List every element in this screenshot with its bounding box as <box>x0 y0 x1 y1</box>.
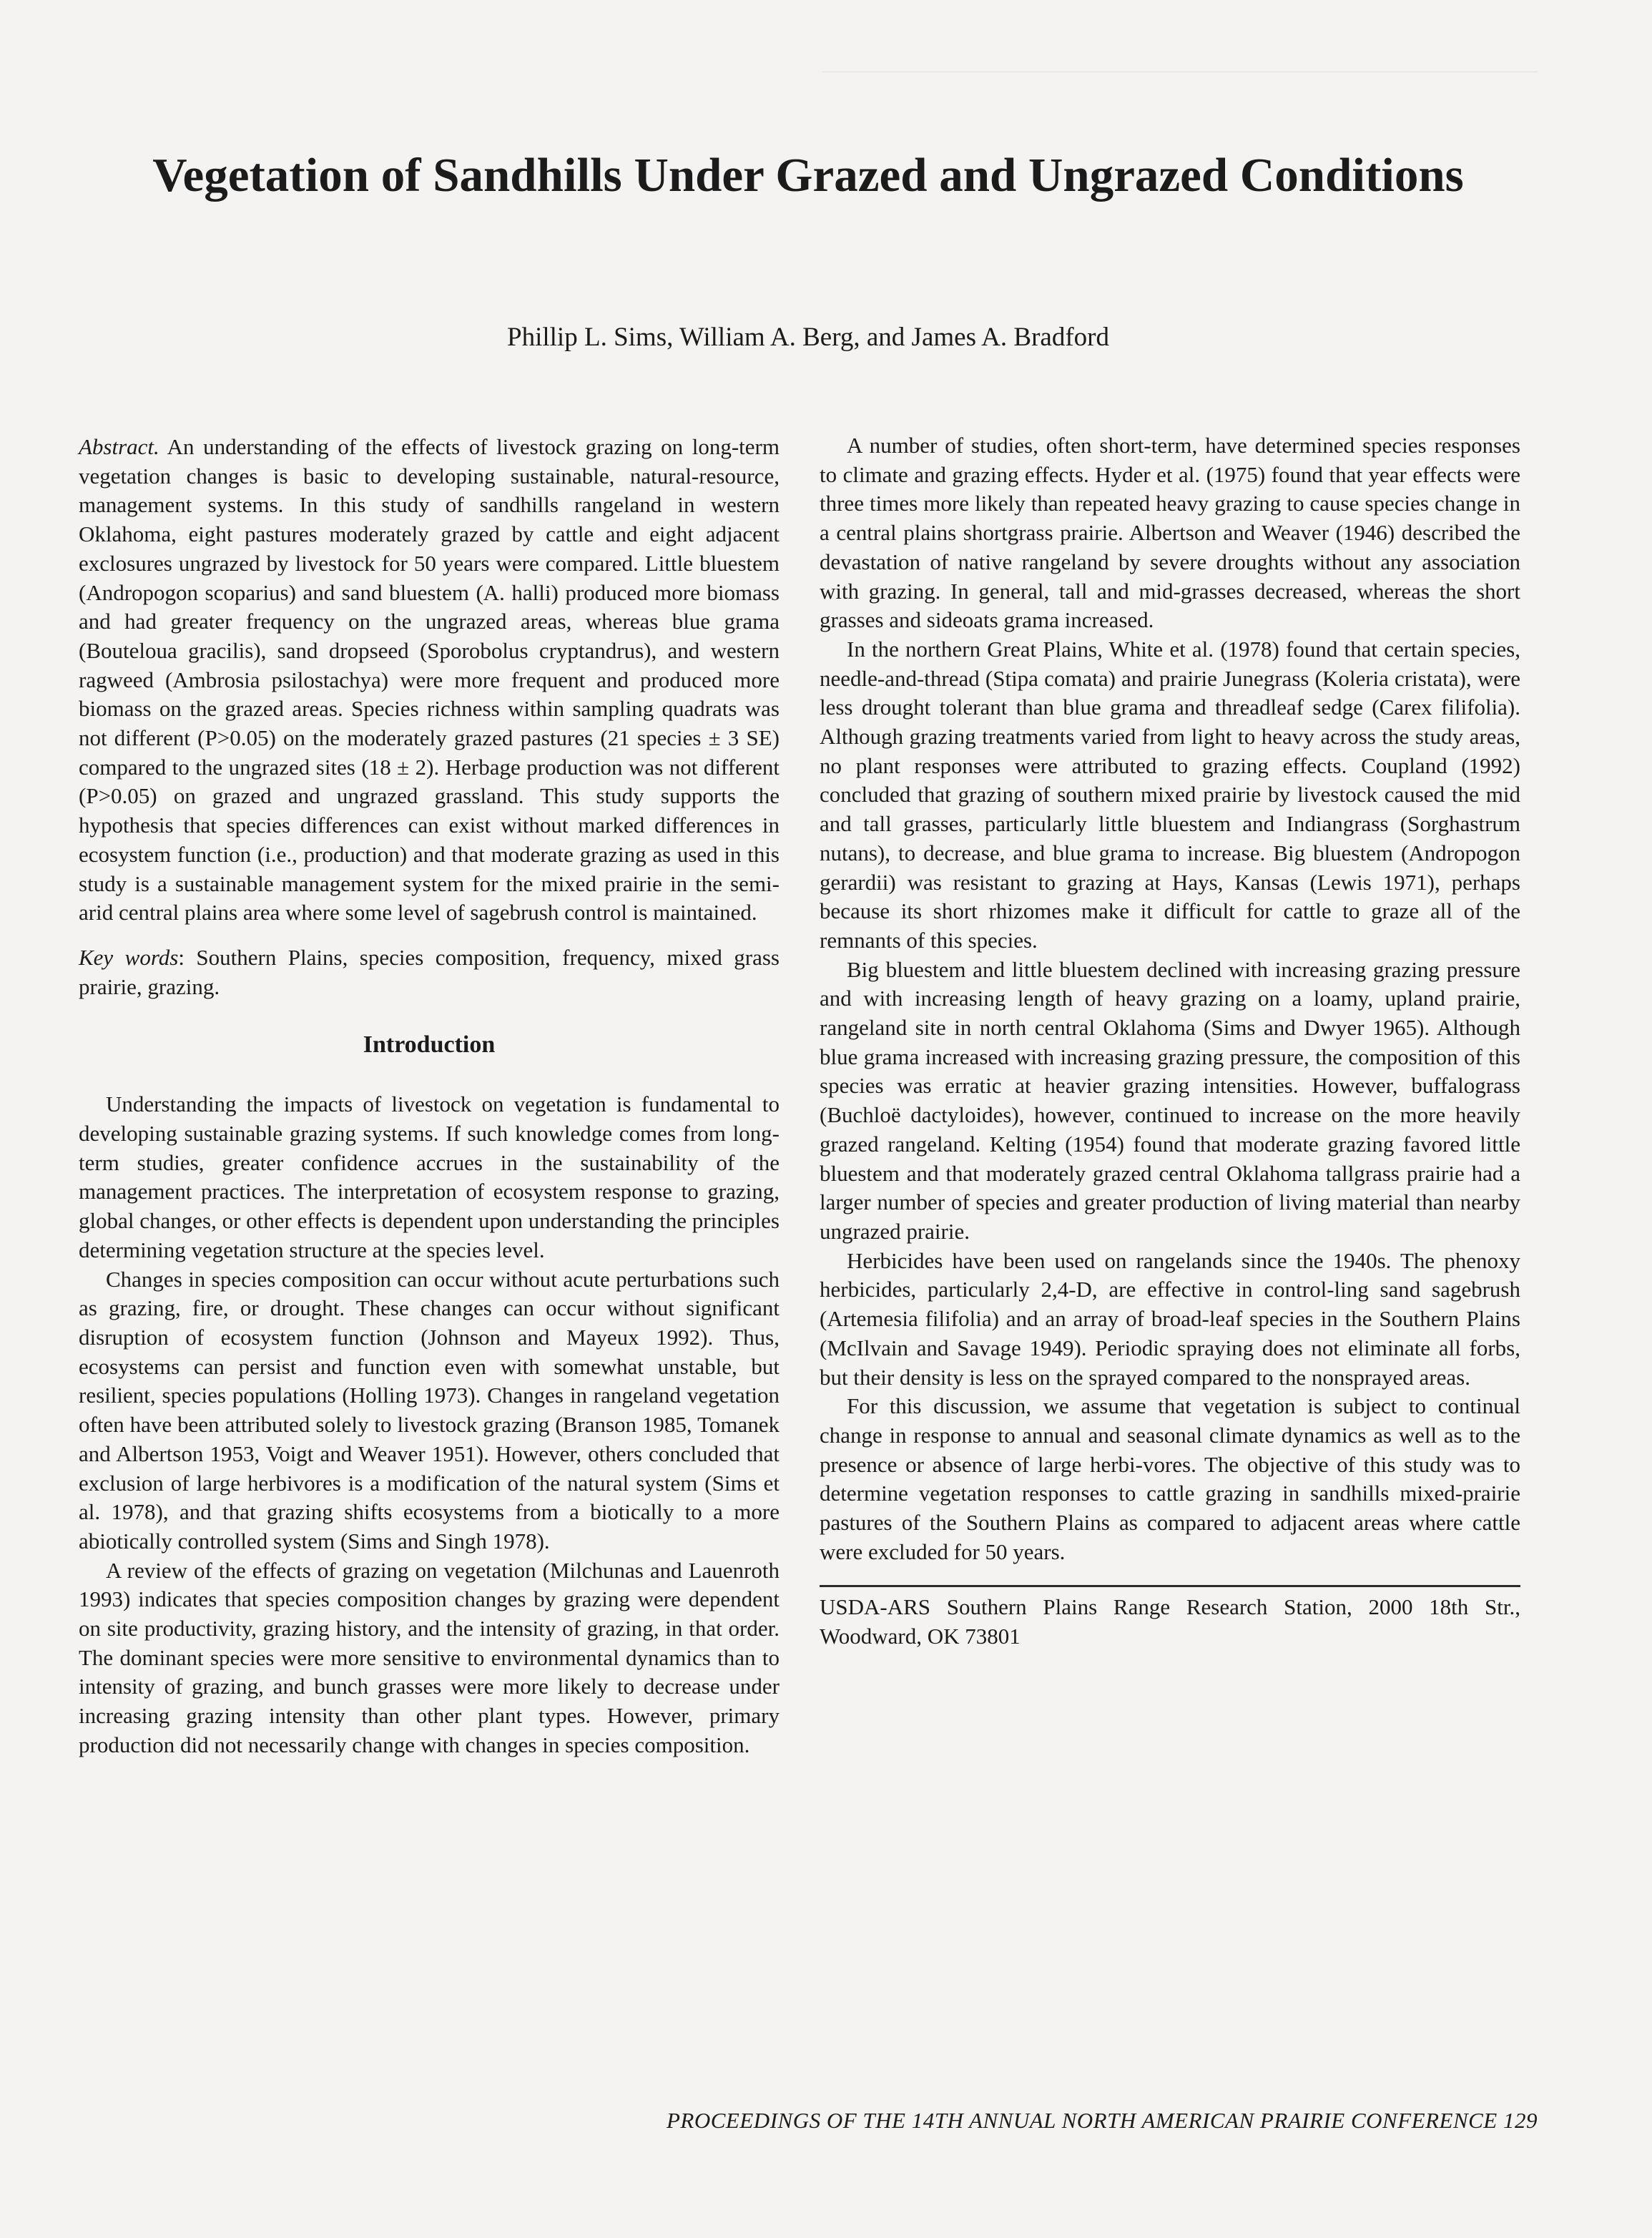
abstract <box>79 433 780 928</box>
keywords-label: Key words <box>79 944 179 970</box>
paper-title: Vegetation of Sandhills Under Grazed and Ungrazed Conditions <box>152 149 1464 202</box>
footnote-rule <box>820 1585 1520 1587</box>
intro-paragraph-5: In the northern Great Plains, White et al. (1978) found that certain species, needle-and-thread (Stipa comata) and prairie Junegrass (Koleria cristata), were less drought tolerant than blue grama and threadleaf sedge (Carex filifolia). Although grazing treatments varied from light to heavy across the study areas, no plant responses were attributed to grazing effects. Coupland (1992) concluded that grazing of southern mixed prairie by livestock caused the mid and tall grasses, particularly little bluestem and Indiangrass (Sorghastrum nutans), to decrease, and blue grama to increase. Big bluestem (Andropogon gerardii) was resistant to grazing at Hays, Kansas (Lewis 1971), perhaps because its short rhizomes make it difficult for cattle to graze all of the remnants of this species. <box>820 636 1520 953</box>
intro-paragraph-8: For this discussion, we assume that vegetation is subject to continual change in response to annual and seasonal climate dynamics as well as to the presence or absence of large herbi-vores. The objective of this study was to determine vegetation responses to cattle grazing in sandhills mixed-prairie pastures of the Southern Plains as compared to adjacent areas where cattle were excluded for 50 years. <box>820 1393 1520 1564</box>
right-column <box>820 431 1520 1651</box>
intro-paragraph-2: Changes in species composition can occur without acute perturbations such as grazing, fire, or drought. These changes can occur without significant disruption of ecosystem function (Johnson and Mayeux 1992). Thus, ecosystems can persist and function even with somewhat unstable, but resilient, species populations (Holling 1973). Changes in rangeland vegetation often have been attributed solely to livestock grazing (Branson 1985, Tomanek and Albertson 1953, Voigt and Weaver 1951). However, others concluded that exclusion of large herbivores is a modification of the natural system (Sims et al. 1978), and that grazing shifts ecosystems from a biotically to a more abiotically controlled system (Sims and Singh 1978). <box>79 1266 780 1554</box>
intro-paragraph-6: Big bluestem and little bluestem declined with increasing grazing pressure and with increasing length of heavy grazing on a loamy, upland prairie, rangeland site in north central Oklahoma (Sims and Dwyer 1965). Although blue grama increased with increasing grazing pressure, the composition of this species was erratic at heavier grazing intensities. However, buffalograss (Buchloë dactyloides), however, continued to increase on the more heavily grazed rangeland. Kelting (1954) found that moderate grazing favored little bluestem and that moderately grazed central Oklahoma tallgrass prairie had a larger number of species and greater production of living material than nearby ungrazed prairie. <box>820 956 1520 1244</box>
authors: Phillip L. Sims, William A. Berg, and James A. Bradford <box>507 323 1109 352</box>
affiliation: USDA-ARS Southern Plains Range Research Station, 2000 18th Str., Woodward, OK 73801 <box>820 1594 1520 1649</box>
abstract-label: Abstract. <box>79 434 159 459</box>
intro-paragraph-3: A review of the effects of grazing on vegetation (Milchunas and Lauenroth 1993) indicates that species composition changes by grazing were dependent on site productivity, grazing history, and the intensity of grazing, in that order. The dominant species were more sensitive to environmental dynamics than to intensity of grazing, and bunch grasses were more likely to decrease under increasing grazing intensity than other plant types. However, primary production did not necessarily change with changes in species composition. <box>79 1557 780 1757</box>
abstract-text: An understanding of the effects of livestock grazing on long-term vegetation changes is basic to developing sustainable, natural-resource, management systems. In this study of sandhills rangeland in western Oklahoma, eight pastures moderately grazed by cattle and eight adjacent exclosures ungrazed by livestock for 50 years were compared. Little bluestem (Andropogon scoparius) and sand bluestem (A. halli) produced more biomass and had greater frequency on the ungrazed areas, whereas blue grama (Bouteloua gracilis), sand dropseed (Sporobolus cryptandrus), and western ragweed (Ambrosia psilostachya) were more frequent and produced more biomass on the grazed areas. Species richness within sampling quadrats was not different (P>0.05) on the moderately grazed pastures (21 species ± 3 SE) compared to the ungrazed sites (18 ± 2). Herbage production was not different (P>0.05) on grazed and ungrazed grassland. This study supports the hypothesis that species differences can exist without marked differences in ecosystem function (i.e., production) and that moderate grazing as used in this study is a sustainable management system for the mixed prairie in the semi-arid central plains area where some level of sagebrush control is maintained. <box>79 434 780 926</box>
keywords: Key words: Southern Plains, species composition, frequency, mixed grass prairie, grazing. <box>79 944 780 999</box>
keywords-text: Southern Plains, species composition, frequency, mixed grass prairie, grazing. <box>79 944 780 999</box>
intro-paragraph-1: Understanding the impacts of livestock on vegetation is fundamental to developing sustainable grazing systems. If such knowledge comes from long-term studies, greater confidence accrues in the sustainability of the management practices. The interpretation of ecosystem response to grazing, global changes, or other effects is dependent upon understanding the principles determining vegetation structure at the species level. <box>79 1091 780 1262</box>
intro-paragraph-4: A number of studies, often short-term, have determined species responses to climate and grazing effects. Hyder et al. (1975) found that year effects were three times more likely than repeated heavy grazing to cause species change in a central plains shortgrass prairie. Albertson and Weaver (1946) described the devastation of native rangeland by severe droughts without any association with grazing. In general, tall and mid-grasses decreased, whereas the short grasses and sideoats grama increased. <box>820 433 1520 633</box>
bleed-through-shadow <box>822 72 1538 73</box>
running-footer: PROCEEDINGS OF THE 14TH ANNUAL NORTH AMERICAN PRAIRIE CONFERENCE 129 <box>667 2108 1538 2133</box>
left-column <box>79 433 780 1760</box>
introduction-heading: Introduction <box>363 1031 496 1059</box>
intro-paragraph-7: Herbicides have been used on rangelands since the 1940s. The phenoxy herbicides, particularly 2,4-D, are effective in control-ling sand sagebrush (Artemesia filifolia) and an array of broad-leaf species in the Southern Plains (McIlvain and Savage 1949). Periodic spraying does not eliminate all forbs, but their density is less on the sprayed compared to the nonsprayed areas. <box>820 1247 1520 1390</box>
